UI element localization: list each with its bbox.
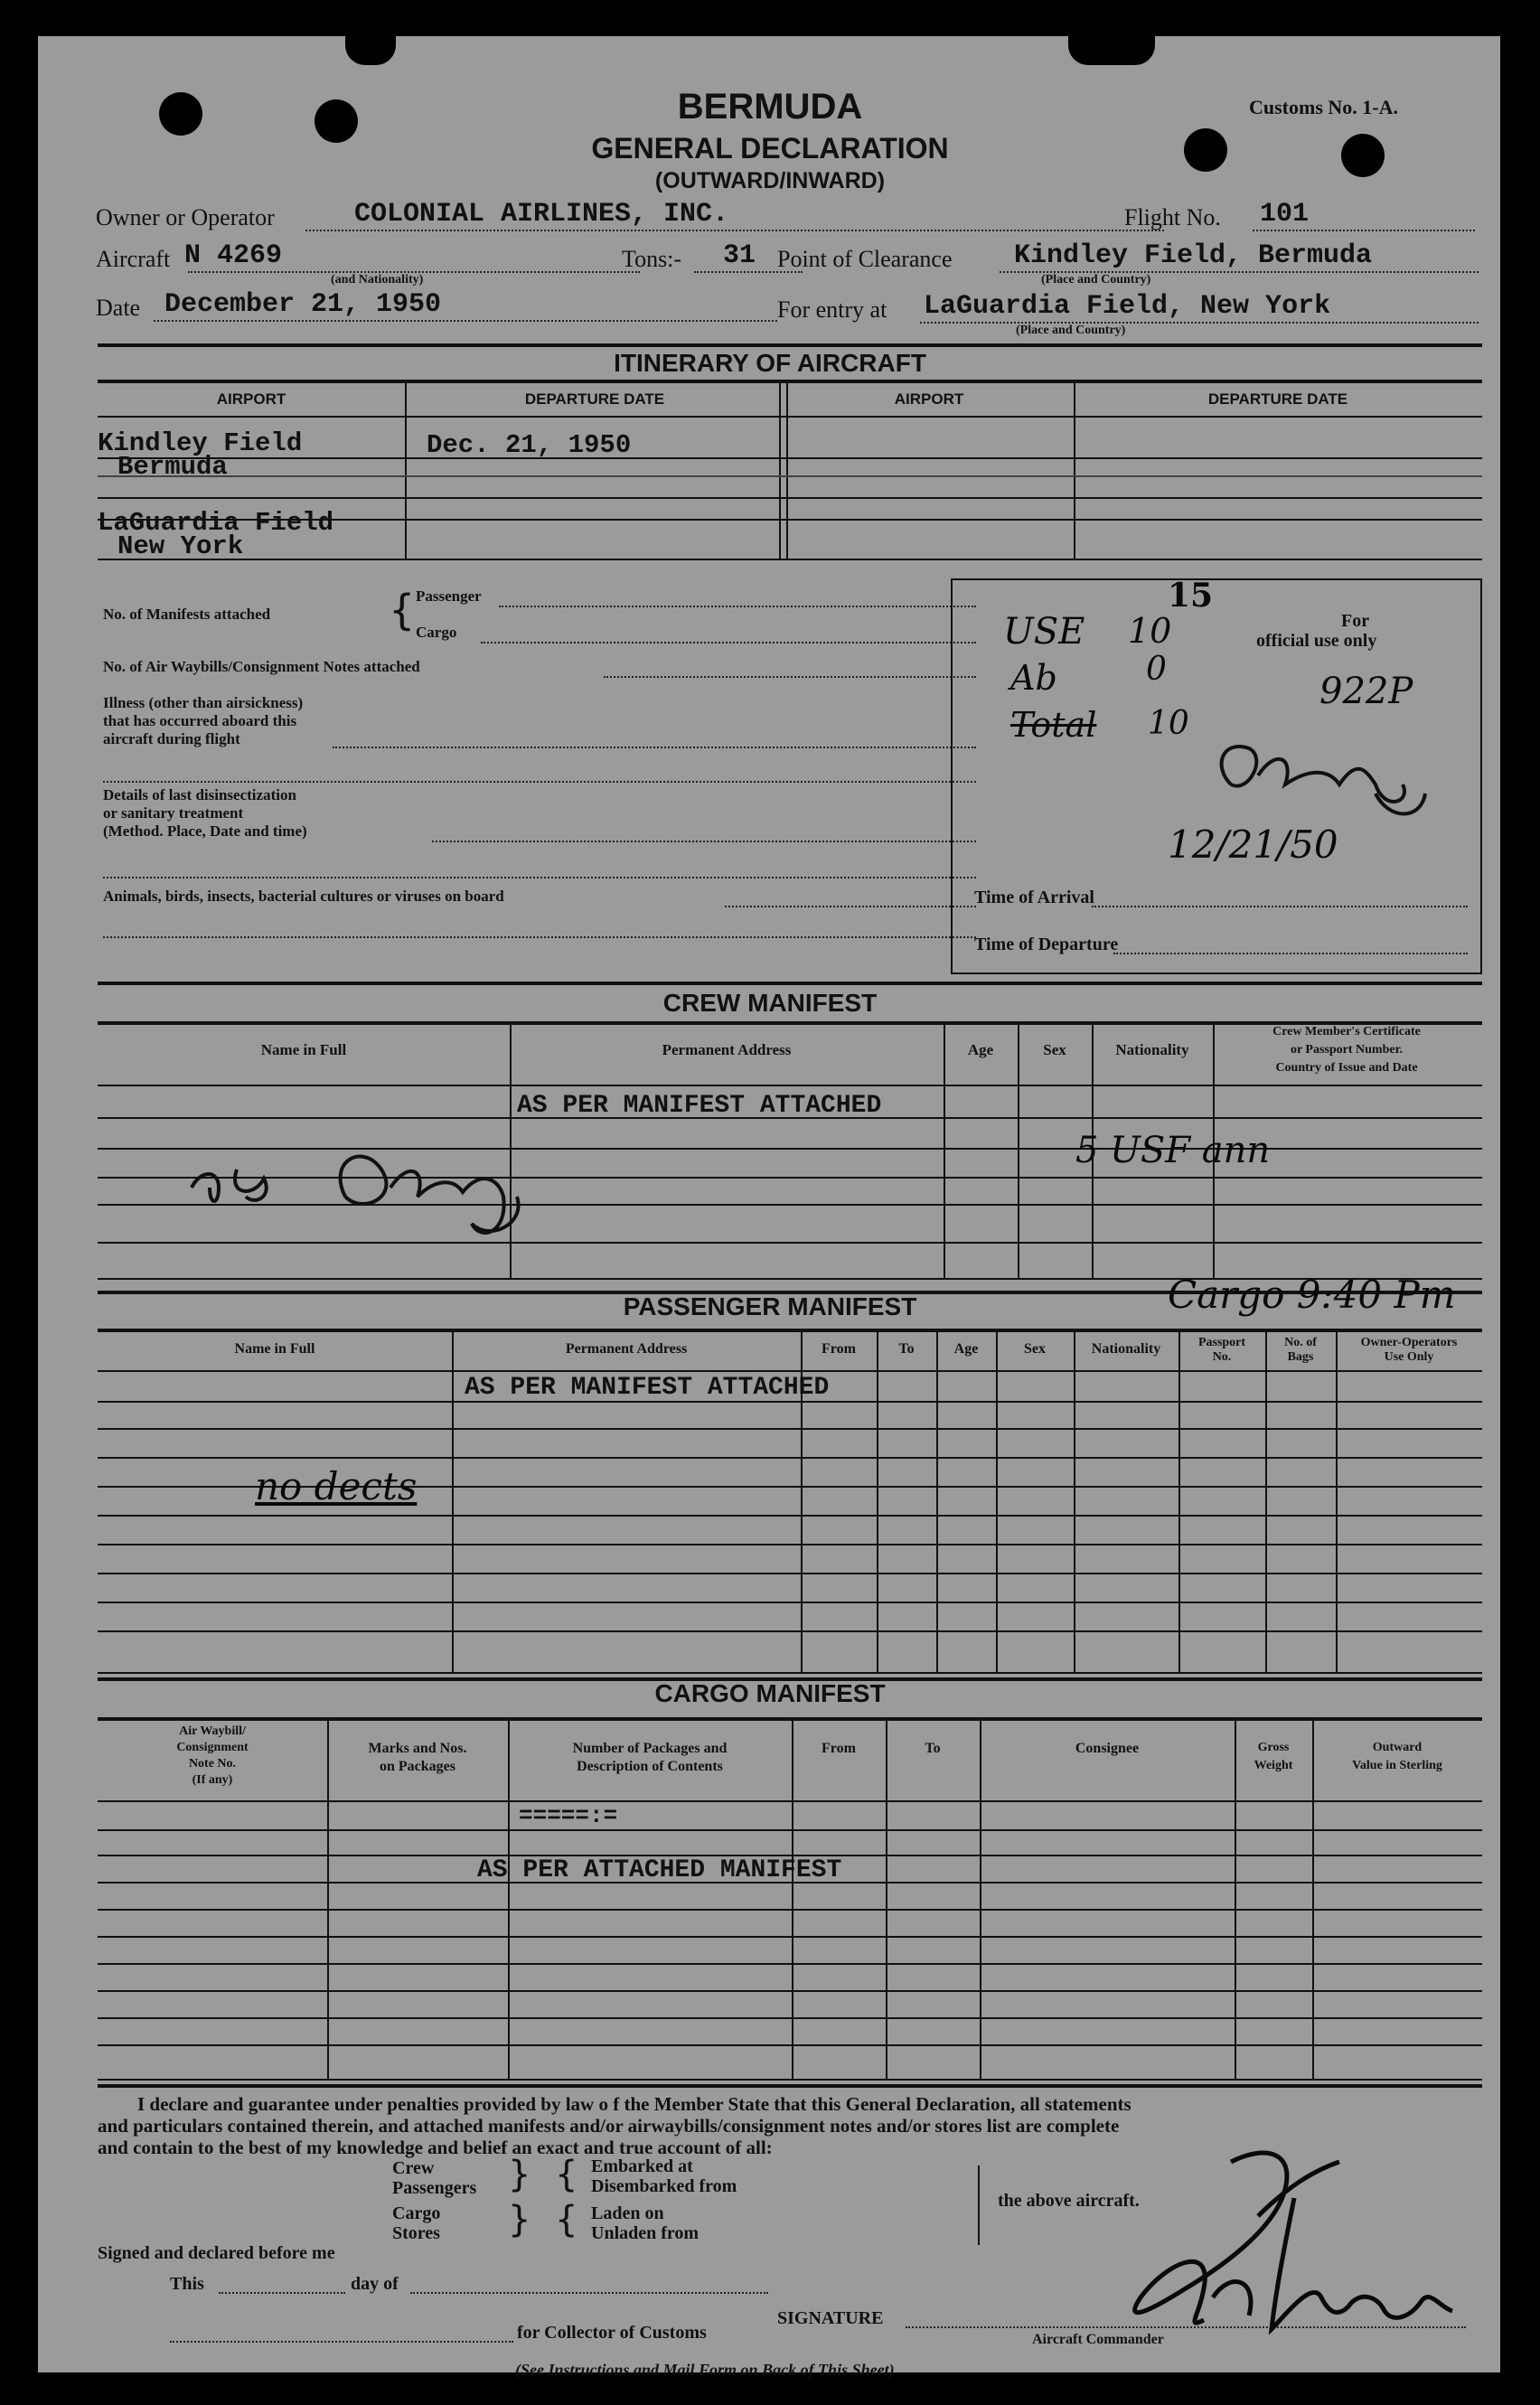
cargo-row-rule: [98, 1909, 1482, 1911]
crew-top-rule: [98, 982, 1482, 985]
declaration-laden: Laden on: [591, 2203, 664, 2223]
tons-value: 31: [723, 240, 756, 271]
waybills-line: [604, 676, 976, 678]
animals-line-2: [103, 936, 976, 938]
passenger-vrule: [1265, 1330, 1267, 1674]
hw-time-mark: 922P: [1319, 671, 1413, 712]
owner-label: Owner or Operator: [96, 204, 275, 230]
illness-label-1: Illness (other than airsickness): [103, 694, 304, 711]
departure-label: Time of Departure: [974, 935, 1119, 954]
crew-col-address: Permanent Address: [662, 1041, 792, 1058]
declaration-this: This: [170, 2274, 204, 2294]
declaration-brace: {: [555, 2199, 578, 2241]
arrival-line: [1092, 906, 1468, 907]
hw-ab: Ab: [1010, 658, 1057, 698]
hw-total: Total: [1010, 705, 1097, 745]
crew-col-cert-2: or Passport Number.: [1290, 1043, 1404, 1057]
passenger-vrule: [996, 1330, 998, 1674]
itinerary-row-rule: [98, 497, 1482, 499]
departure-line: [1113, 953, 1468, 954]
animals-line: [725, 906, 976, 907]
passenger-row-rule: [98, 1515, 1482, 1517]
cargo-row-rule: [98, 1963, 1482, 1965]
passenger-vrule: [1178, 1330, 1180, 1674]
arrival-label: Time of Arrival: [974, 888, 1094, 907]
cargo-header-rule: [98, 1717, 1482, 1721]
declaration-unladen: Unladen from: [591, 2223, 700, 2243]
cargo-col-packages-2: Description of Contents: [577, 1759, 723, 1774]
itinerary-vrule: [779, 381, 788, 560]
cargo-col-waybill-2: Consignment: [176, 1741, 249, 1754]
cargo-row-rule: [98, 1829, 1482, 1831]
declaration-signed: Signed and declared before me: [98, 2243, 335, 2263]
cargo-col-waybill-1: Air Waybill/: [179, 1724, 246, 1738]
crew-col-nationality: Nationality: [1115, 1041, 1189, 1058]
passenger-title: PASSENGER MANIFEST: [623, 1292, 917, 1320]
declaration-crew: Crew: [392, 2158, 435, 2178]
passenger-col-address: Permanent Address: [565, 1341, 688, 1357]
illness-label-3: aircraft during flight: [103, 730, 240, 747]
cargo-vrule: [1235, 1719, 1236, 2081]
passenger-header-rule: [98, 1329, 1482, 1332]
itinerary-top-rule: [98, 343, 1482, 347]
crew-hw-note: 5 USF ann: [1075, 1130, 1271, 1171]
itinerary-col-date-2: DEPARTURE DATE: [1207, 390, 1348, 408]
flight-label: Flight No.: [1124, 204, 1221, 230]
declaration-collector: for Collector of Customs: [517, 2323, 707, 2343]
itinerary-vrule: [405, 381, 407, 560]
passenger-col-sex: Sex: [1024, 1341, 1046, 1357]
cargo-row-rule: [98, 2017, 1482, 2019]
crew-col-age: Age: [967, 1041, 994, 1058]
passenger-col-owner-2: Use Only: [1384, 1350, 1434, 1364]
cargo-col-marks-1: Marks and Nos.: [368, 1741, 467, 1756]
declaration-commander: Aircraft Commander: [1032, 2332, 1164, 2347]
passenger-col-name: Name in Full: [234, 1341, 315, 1357]
entry-sublabel: (Place and Country): [1016, 324, 1126, 337]
aircraft-label: Aircraft: [96, 246, 171, 272]
cargo-line: [481, 642, 976, 644]
passenger-hw-name: no dects: [255, 1464, 418, 1508]
cargo-row-rule: [98, 1990, 1482, 1992]
form-number: Customs No. 1-A.: [1249, 96, 1398, 118]
entry-line: [920, 322, 1479, 324]
declaration-top-rule: [98, 2084, 1482, 2088]
hw-ab-count: 0: [1146, 651, 1167, 688]
crew-title: CREW MANIFEST: [662, 989, 878, 1017]
cargo-col-value-2: Value in Sterling: [1352, 1759, 1442, 1772]
clearance-sublabel: (Place and Country): [1041, 273, 1151, 287]
hw-fifteen: 15: [1168, 577, 1214, 615]
declaration-sheet: [38, 36, 1500, 2379]
country-title: BERMUDA: [677, 87, 863, 127]
punch-hole: [1341, 134, 1385, 177]
itinerary-row-rule: [98, 559, 1482, 560]
passenger-col-bags-1: No. of: [1284, 1336, 1317, 1349]
passenger-row-rule: [98, 1630, 1482, 1632]
passenger-col-rule: [98, 1370, 1482, 1372]
declaration-brace: }: [508, 2154, 531, 2195]
illness-line: [333, 747, 976, 748]
month-line: [410, 2292, 768, 2294]
cargo-vrule: [980, 1719, 981, 2081]
declaration-line-3: and contain to the best of my knowledge and belief an exact and true account of all:: [98, 2137, 773, 2158]
crew-col-rule: [98, 1085, 1482, 1086]
disinsect-label-1: Details of last disinsectization: [103, 786, 296, 803]
tons-label: Tons:-: [622, 246, 682, 272]
passenger-vrule: [877, 1330, 878, 1674]
aircraft-value: N 4269: [184, 240, 283, 271]
footer-instructions: (See Instructions and Mail Form on Back of This Sheet): [515, 2361, 895, 2379]
commander-signature: [960, 2135, 1466, 2352]
itinerary-airport-line2: Bermuda: [117, 452, 228, 482]
passenger-col-passport-1: Passport: [1197, 1336, 1246, 1349]
crew-col-cert-1: Crew Member's Certificate: [1272, 1025, 1421, 1038]
crew-col-cert-3: Country of Issue and Date: [1275, 1061, 1418, 1075]
passenger-col-owner-1: Owner-Operators: [1360, 1336, 1458, 1349]
cargo-col-marks-2: on Packages: [380, 1759, 455, 1774]
entry-value: LaGuardia Field, New York: [924, 291, 1331, 322]
owner-value: COLONIAL AIRLINES, INC.: [354, 199, 729, 230]
cargo-col-waybill-4: (If any): [192, 1773, 233, 1787]
itinerary-departure-date: Dec. 21, 1950: [427, 430, 632, 460]
cargo-col-weight-1: Gross: [1257, 1741, 1290, 1754]
passenger-col-bags-2: Bags: [1287, 1350, 1314, 1364]
paper-notch: [1068, 36, 1155, 65]
cargo-vrule: [1312, 1719, 1314, 2081]
date-value: December 21, 1950: [164, 289, 442, 320]
passenger-col-to: To: [898, 1341, 915, 1357]
cargo-col-waybill-3: Note No.: [188, 1757, 237, 1771]
animals-label: Animals, birds, insects, bacterial cultures or viruses on board: [103, 888, 504, 905]
cargo-row-rule: [98, 2079, 1482, 2081]
crew-col-sex: Sex: [1043, 1041, 1066, 1058]
itinerary-row-rule: [98, 457, 1482, 459]
flight-value: 101: [1260, 199, 1310, 230]
cargo-title: CARGO MANIFEST: [654, 1679, 886, 1707]
itinerary-col-rule: [98, 416, 1482, 418]
cargo-label: Cargo: [416, 624, 457, 641]
passenger-vrule: [1074, 1330, 1075, 1674]
cargo-vrule: [792, 1719, 793, 2081]
declaration-brace: }: [508, 2199, 531, 2241]
cargo-vrule: [508, 1719, 510, 2081]
declaration-stores: Stores: [392, 2223, 440, 2243]
disinsect-line: [432, 841, 976, 842]
official-use-label: official use only: [1256, 631, 1377, 651]
cargo-row-rule: [98, 1936, 1482, 1938]
passenger-col-age: Age: [953, 1341, 979, 1357]
declaration-line-2: and particulars contained therein, and attached manifests and/or airwaybills/consignment notes and/or stores list are complete: [98, 2115, 1120, 2137]
passenger-row-rule: [98, 1457, 1482, 1459]
clearance-value: Kindley Field, Bermuda: [1014, 240, 1373, 271]
punch-hole: [1184, 128, 1227, 172]
passenger-col-nationality: Nationality: [1091, 1341, 1161, 1357]
cargo-col-weight-2: Weight: [1254, 1759, 1293, 1772]
declaration-day-of: day of: [351, 2274, 399, 2294]
declaration-embarked: Embarked at: [591, 2156, 693, 2176]
form-subtitle: (OUTWARD/INWARD): [654, 168, 886, 193]
cargo-struck-text: =====:=: [519, 1802, 618, 1829]
cargo-col-value-1: Outward: [1372, 1741, 1423, 1754]
manifests-brace: {: [389, 586, 416, 634]
flight-line: [1253, 230, 1475, 231]
declaration-line-1: I declare and guarantee under penalties provided by law o f the Member State that this General Declaration, all statements: [137, 2093, 1132, 2115]
disinsect-line-2: [103, 877, 976, 878]
cargo-vrule: [886, 1719, 887, 2081]
waybills-label: No. of Air Waybills/Consignment Notes attached: [103, 658, 420, 675]
punch-hole: [159, 92, 202, 136]
aircraft-sublabel: (and Nationality): [331, 273, 424, 287]
passenger-label: Passenger: [416, 587, 482, 605]
official-for-label: For: [1341, 611, 1370, 631]
paper-notch: [345, 36, 396, 65]
passenger-line: [499, 606, 976, 607]
disinsect-label-2: or sanitary treatment: [103, 804, 244, 822]
date-line: [154, 320, 777, 322]
declaration-passengers: Passengers: [392, 2178, 477, 2198]
passenger-row-rule: [98, 1672, 1482, 1674]
itinerary-airport-line2: New York: [117, 531, 244, 561]
passenger-typed-note: AS PER MANIFEST ATTACHED: [465, 1374, 830, 1402]
passenger-hw-note: Cargo 9:40 Pm: [1168, 1273, 1456, 1317]
form-title: GENERAL DECLARATION: [591, 132, 949, 164]
cargo-typed-note: AS PER ATTACHED MANIFEST: [477, 1856, 842, 1884]
cargo-row-rule: [98, 2044, 1482, 2046]
date-label: Date: [96, 295, 141, 321]
cargo-col-to: To: [925, 1741, 941, 1756]
itinerary-col-airport-2: AIRPORT: [894, 390, 964, 408]
itinerary-col-date-1: DEPARTURE DATE: [524, 390, 665, 408]
illness-label-2: that has occurred aboard this: [103, 712, 297, 729]
cargo-col-consignee: Consignee: [1075, 1741, 1140, 1756]
itinerary-airport-line1: LaGuardia Field: [98, 508, 334, 538]
crew-col-name: Name in Full: [260, 1041, 347, 1058]
passenger-vrule: [452, 1330, 454, 1674]
itinerary-col-airport-1: AIRPORT: [216, 390, 286, 408]
crew-signature-scribble: [183, 1133, 598, 1251]
declaration-brace: {: [555, 2154, 578, 2195]
itinerary-row-rule: [98, 475, 1482, 477]
manifests-label: No. of Manifests attached: [103, 606, 271, 623]
declaration-signature-label: SIGNATURE: [777, 2308, 884, 2328]
cargo-col-packages-1: Number of Packages and: [572, 1741, 728, 1756]
hw-date: 12/21/50: [1168, 822, 1338, 867]
passenger-vrule: [936, 1330, 938, 1674]
punch-hole: [315, 99, 358, 143]
collector-line: [170, 2341, 513, 2343]
cargo-col-from: From: [822, 1741, 856, 1756]
cargo-vrule: [327, 1719, 329, 2081]
itinerary-airport-line1: Kindley Field: [98, 428, 303, 458]
hw-total-count: 10: [1148, 705, 1189, 742]
hw-use: USE: [1003, 611, 1085, 653]
hw-use-count: 10: [1128, 611, 1172, 651]
official-signature-scribble: [1195, 730, 1430, 830]
owner-line: [305, 230, 1164, 231]
itinerary-title: ITINERARY OF AIRCRAFT: [614, 349, 926, 377]
cargo-col-rule: [98, 1800, 1482, 1802]
passenger-vrule: [1336, 1330, 1338, 1674]
crew-typed-note: AS PER MANIFEST ATTACHED: [517, 1092, 882, 1120]
declaration-cargo: Cargo: [392, 2203, 441, 2223]
passenger-row-rule: [98, 1602, 1482, 1603]
clearance-label: Point of Clearance: [777, 246, 953, 272]
itinerary-vrule: [1074, 381, 1075, 560]
passenger-row-rule: [98, 1573, 1482, 1574]
passenger-col-from: From: [822, 1341, 856, 1357]
declaration-disembarked: Disembarked from: [591, 2176, 737, 2196]
passenger-row-rule: [98, 1428, 1482, 1430]
itinerary-header-rule: [98, 380, 1482, 383]
day-line: [219, 2292, 345, 2294]
illness-line-2: [103, 781, 976, 783]
disinsect-label-3: (Method. Place, Date and time): [103, 822, 307, 840]
entry-label: For entry at: [777, 296, 887, 323]
passenger-col-passport-2: No.: [1212, 1350, 1232, 1364]
passenger-row-rule: [98, 1544, 1482, 1545]
declaration-above: the above aircraft.: [998, 2191, 1140, 2211]
